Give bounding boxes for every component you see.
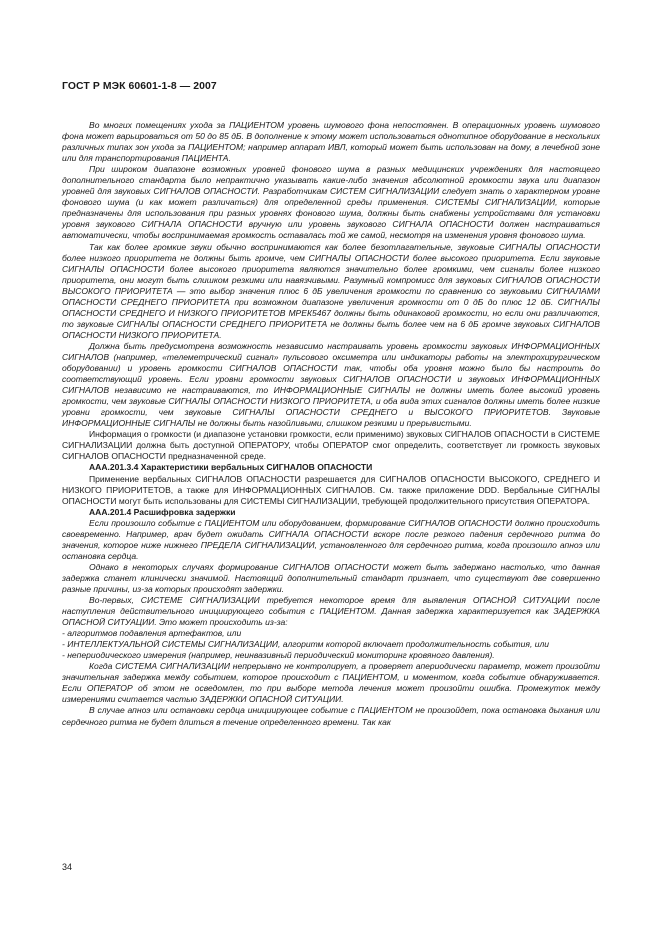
paragraph: При широком диапазоне возможных уровней фонового шума в разных медицинских учреждениях для настоящего дополнительного стандарта было непрактично указывать какие-либо значения абсолютной громкости звука или диапазон уровней для звуковых СИГНАЛОВ ОПАСНОСТИ. Разработчикам СИСТЕМ СИГНАЛИЗАЦИИ следует знать о характерном уровне фонового шума (и как может различаться) для определенной среды применения. СИСТЕМЫ СИГНАЛИЗАЦИИ, которые предназначены для использования при разных уровнях фонового шума, должны быть снабжены устройствами для установки уровня звукового СИГНАЛА ОПАСНОСТИ вручную или уровень звукового СИГНАЛА ОПАСНОСТИ должен настраиваться автоматически, чтобы воспринимаемая громкость оставалась той же самой, несмотря на изменения уровня фонового шума. — [62, 164, 600, 241]
standard-title: ГОСТ Р МЭК 60601-1-8 — 2007 — [62, 81, 217, 92]
section-heading: ААА.201.3.4 Характеристики вербальных СИГНАЛОВ ОПАСНОСТИ — [89, 462, 373, 473]
list-item: - ИНТЕЛЛЕКТУАЛЬНОЙ СИСТЕМЫ СИГНАЛИЗАЦИИ, алгоритм которой включает продолжительность события, или — [62, 639, 550, 650]
page-number: 34 — [62, 862, 73, 872]
paragraph: Применение вербальных СИГНАЛОВ ОПАСНОСТИ разрешается для СИГНАЛОВ ОПАСНОСТИ ВЫСОКОГО, СРЕДНЕГО И НИЗКОГО ПРИОРИТЕТОВ, а также для ИНФОРМАЦИОННЫХ СИГНАЛОВ. См. также приложение DDD. Вербальные СИГНАЛЫ ОПАСНОСТИ могут быть использованы для СИСТЕМЫ СИГНАЛИЗАЦИИ, требующей продолжительного присутствия ОПЕРАТОРА. — [62, 473, 600, 506]
list-item: - алгоритмов подавления артефактов, или — [62, 628, 242, 639]
paragraph: Во-первых, СИСТЕМЕ СИГНАЛИЗАЦИИ требуется некоторое время для выявления ОПАСНОЙ СИТУАЦИИ после наступления действительного инициирующего события с ПАЦИЕНТОМ. Данная задержка характеризуется как ЗАДЕРЖКА ОПАСНОЙ СИТУАЦИИ. Это может происходить из-за: — [62, 595, 600, 628]
body-text — [62, 115, 600, 728]
paragraph: Когда СИСТЕМА СИГНАЛИЗАЦИИ непрерывно не контролирует, а проверяет апериодически параметр, может произойти значительная задержка между событием, которое происходит с ПАЦИЕНТОМ, и моментом, когда событие обнаруживается. Если ОПЕРАТОР об этом не осведомлен, то при выборе метода лечения может произойти ошибка. Промежуток между измерениями считается частью ЗАДЕРЖКИ ОПАСНОЙ СИТУАЦИИ. — [62, 661, 600, 705]
list-item: - непериодического измерения (например, неинвазивный периодический мониторинг кровяного давления). — [62, 650, 495, 661]
paragraph: В случае апноэ или остановки сердца инициирующее событие с ПАЦИЕНТОМ не произойдет, пока остановка дыхания или сердечного ритма не будет длиться в течение определенного времени. Так как — [62, 705, 600, 727]
paragraph: Информация о громкости (и диапазоне установки громкости, если применимо) звуковых СИГНАЛОВ ОПАСНОСТИ в СИСТЕМЕ СИГНАЛИЗАЦИИ должна быть доступной ОПЕРАТОРУ, чтобы ОПЕРАТОР смог определить, соответствует ли громкость звуковых СИГНАЛОВ ОПАСНОСТИ предназначенной среде. — [62, 429, 600, 462]
paragraph: Должна быть предусмотрена возможность независимо настраивать уровень громкости звуковых ИНФОРМАЦИОННЫХ СИГНАЛОВ (например, «телеметрический сигнал» пульсового оксиметра или индикаторы работы на электрохирургическом оборудовании) и уровень громкости СИГНАЛОВ ОПАСНОСТИ так, чтобы оба уровня можно было бы настроить до соответствующий уровень. Если уровни громкости звуковых СИГНАЛОВ ОПАСНОСТИ и звуковых ИНФОРМАЦИОННЫХ СИГНАЛОВ независимо не настраиваются, то ИНФОРМАЦИОННЫЕ СИГНАЛЫ не должны иметь более высокий уровень громкости, чем звуковые СИГНАЛЫ ОПАСНОСТИ НИЗКОГО ПРИОРИТЕТА, и оба вида этих сигналов должны иметь более низкие уровни громкости, чем звуковые СИГНАЛЫ ОПАСНОСТИ СРЕДНЕГО и ВЫСОКОГО ПРИОРИТЕТОВ. Звуковые ИНФОРМАЦИОННЫЕ СИГНАЛЫ не должны быть назойливыми, слишком резкими и прерывистыми. — [62, 340, 600, 429]
paragraph: Так как более громкие звуки обычно воспринимаются как более безотлагательные, звуковые СИГНАЛЫ ОПАСНОСТИ более низкого приоритета не должны быть громче, чем СИГНАЛЫ ОПАСНОСТИ более высокого приоритета. Если звуковые СИГНАЛЫ ОПАСНОСТИ более высокого приоритета являются значительно более громкими, чем сигналы более низкого приоритета, они могут быть слишком резкими или навязчивыми. Разумный компромисс для звуковых СИГНАЛОВ ОПАСНОСТИ ВЫСОКОГО ПРИОРИТЕТА — это выбор значения плюс 6 дБ увеличения громкости по сравнению со звуковыми СИГНАЛАМИ ОПАСНОСТИ СРЕДНЕГО ПРИОРИТЕТА при возможном диапазоне увеличения громкости от 0 дБ до плюс 12 дБ. СИГНАЛЫ ОПАСНОСТИ СРЕДНЕГО И НИЗКОГО ПРИОРИТЕТОВ МРЕК5467 должны быть одинаковой громкости, но если они различаются, то звуковые СИГНАЛЫ ОПАСНОСТИ СРЕДНЕГО ПРИОРИТЕТА не должны быть более чем на 6 дБ громче звуковых СИГНАЛОВ ОПАСНОСТИ НИЗКОГО ПРИОРИТЕТА. — [62, 241, 600, 340]
paragraph: Если произошло событие с ПАЦИЕНТОМ или оборудованием, формирование СИГНАЛОВ ОПАСНОСТИ должно происходить своевременно. Например, врач будет ожидать СИГНАЛА ОПАСНОСТИ вскоре после резкого падения сердечного ритма до значения, которое ниже нижнего ПРЕДЕЛА СИГНАЛИЗАЦИИ, установленного для сердечного ритма, когда произошло апноэ или остановка сердца. — [62, 517, 600, 561]
section-heading: ААА.201.4 Расшифровка задержки — [89, 506, 236, 517]
paragraph: Однако в некоторых случаях формирование СИГНАЛОВ ОПАСНОСТИ может быть задержано настолько, что данная задержка станет клинически значимой. Настоящий дополнительный стандарт признает, что существуют две совершенно разные причины, из-за которых происходят задержки. — [62, 561, 600, 594]
paragraph: Во многих помещениях ухода за ПАЦИЕНТОМ уровень шумового фона непостоянен. В операционных уровень шумового фона может варьироваться от 50 до 85 дБ. В дополнение к этому может использоваться однотипное оборудование в нескольких различных типах зон ухода за ПАЦИЕНТОМ; например аппарат ИВЛ, который может быть использован на дому, в лечебной зоне или для транспортирования ПАЦИЕНТА. — [62, 120, 600, 164]
